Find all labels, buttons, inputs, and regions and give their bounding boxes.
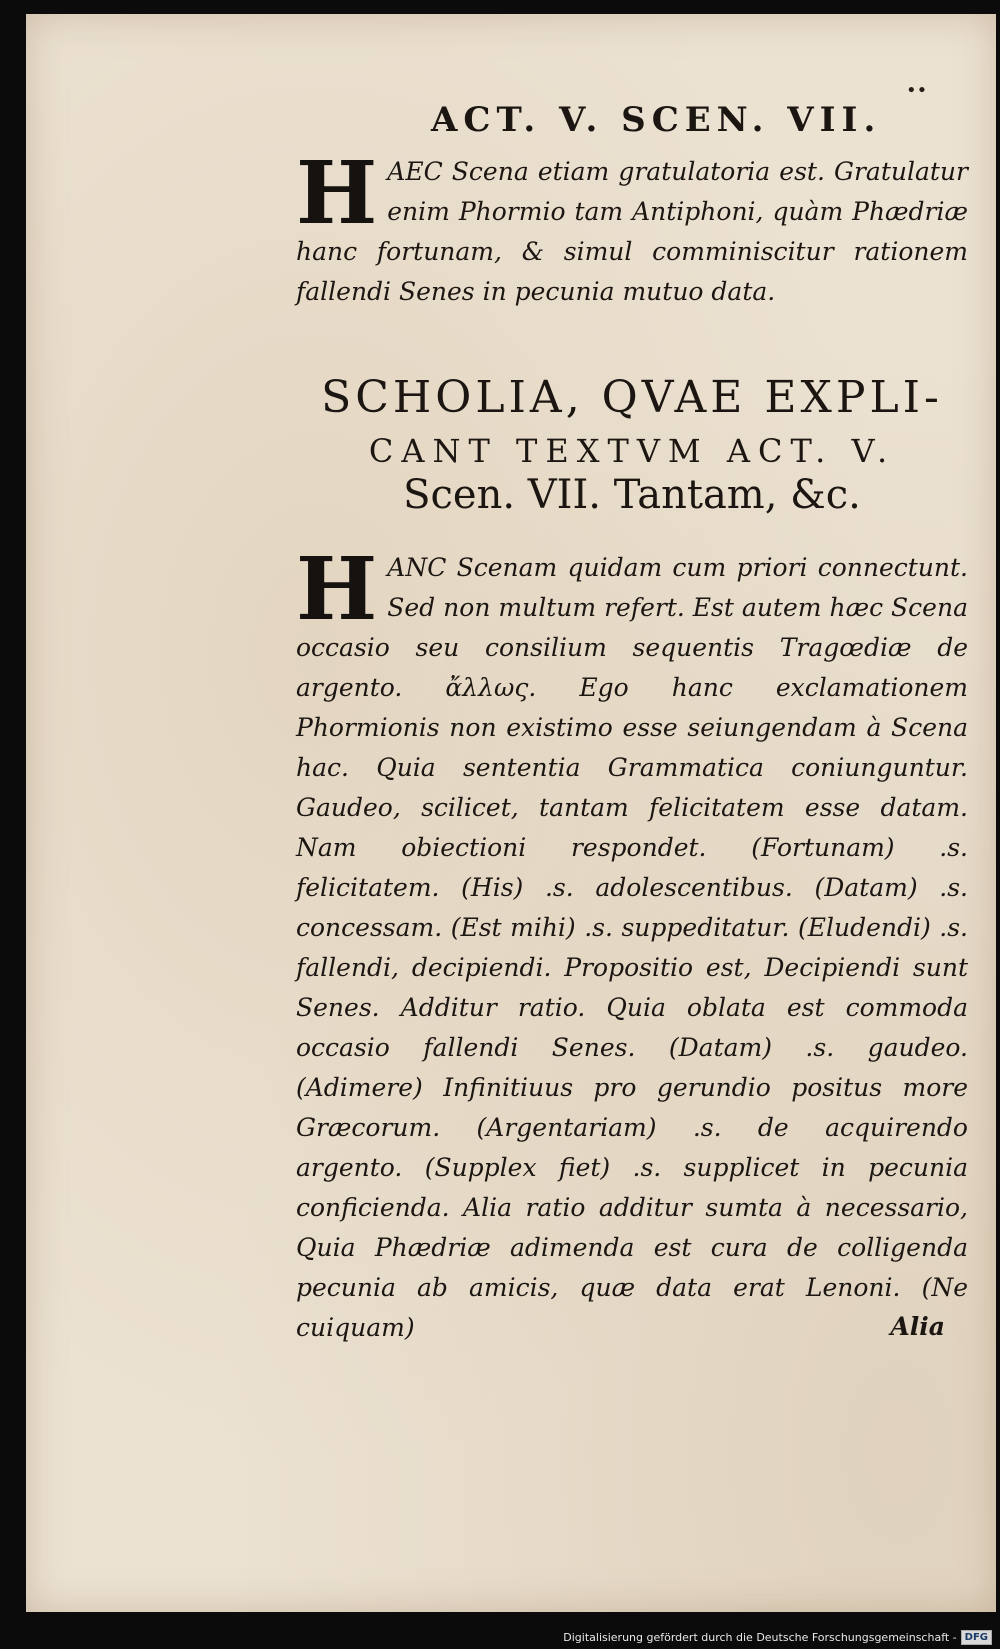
footer-text: Digitalisierung gefördert durch die Deutsche Forschungsgemeinschaft - [563, 1631, 957, 1644]
intro-paragraph [296, 143, 968, 312]
footer-credit [563, 1630, 992, 1645]
body-text: ANC Scenam quidam cum priori connectunt. Sed non multum refert. Est autem hæc Scena occasio seu consilium sequentis Tragœdiæ de argento. ἄλλως. Ego hanc exclamationem Phormionis non existimo esse seiungendam à Scena hac. Quia sententia Grammatica coniunguntur. Gaudeo, scilicet, tantam felicitatem esse datam. Nam obiectioni respondet. (Fortunam) .s. felicitatem. (His) .s. adolescentibus. (Datam) .s. concessam. (Est mihi) .s. suppeditatur. (Eludendi) .s. fallendi, decipiendi. Propositio est, Decipiendi sunt Senes. Additur ratio. Quia oblata est commoda occasio fallendi Senes. (Datam) .s. gaudeo. (Adimere) Infinitiuus pro gerundio positus more Græcorum. (Argentariam) .s. de acquirendo argento. (Supplex fiet) .s. supplicet in pecunia conficienda. Alia ratio additur sumta à necessario, Quia Phædriæ adimenda est cura de colligenda pecunia ab amicis, quæ data erat Lenoni. (Ne cuiquam) [296, 553, 968, 1342]
body-paragraph [296, 539, 968, 1348]
section-title-line1: SCHOLIA, QVAE EXPLI- [321, 372, 943, 423]
corner-mark: •• [906, 80, 928, 101]
running-header: ACT. V. SCEN. VII. [431, 100, 882, 140]
body-dropcap: H [296, 539, 378, 640]
intro-dropcap: H [296, 143, 378, 244]
catchword: Alia [890, 1312, 945, 1341]
section-title-line3: Scen. VII. Tantam, &c. [403, 472, 861, 518]
section-title-line2: CANT TEXTVM ACT. V. [368, 432, 896, 470]
intro-text: AEC Scena etiam gratulatoria est. Gratulatur enim Phormio tam Antiphoni, quàm Phædriæ hanc fortunam, & simul comminiscitur rationem fallendi Senes in pecunia mutuo data. [296, 157, 968, 306]
dfg-logo-icon: DFG [961, 1630, 992, 1645]
